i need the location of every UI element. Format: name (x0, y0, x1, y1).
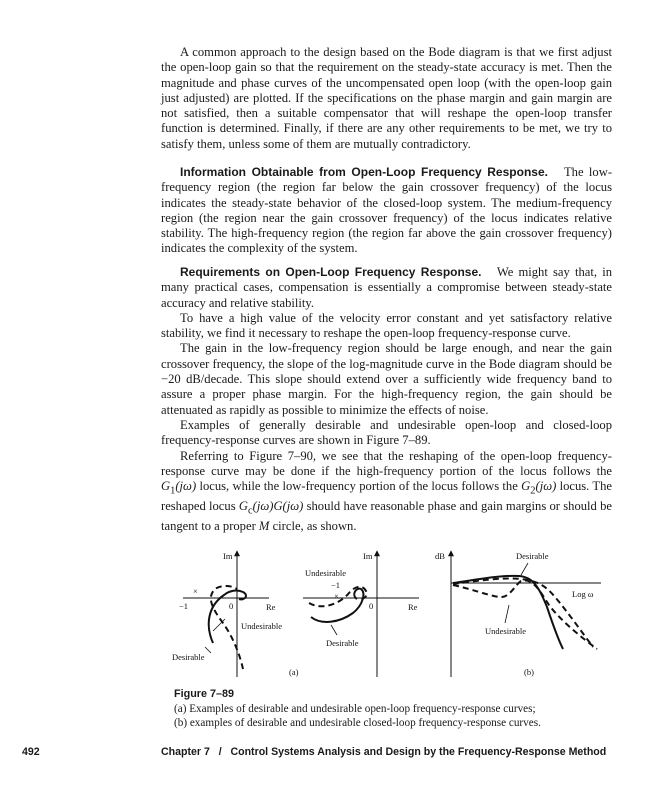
figure-drawing (161, 545, 612, 683)
leader-desirable-middle (331, 625, 337, 635)
desirable-curve-right (453, 576, 563, 649)
information-body: The low-frequency region (the region far below the gain crossover frequency) of the locus indicates the steady-state behavior of the closed-loop system. The medium-frequency region (the region near the gain crossover frequency) of the locus indicates relative stability. The high-frequency region (the region far above the gain crossover frequency) indicates the complexity of the system. (161, 165, 613, 256)
requirements-heading: Requirements on Open-Loop Frequency Response. (180, 265, 482, 279)
db-label: dB (435, 551, 445, 561)
undesirable-label-left: Undesirable (241, 621, 283, 631)
figure-label-a: (a) (289, 667, 299, 677)
leader-undesirable-left (213, 619, 225, 631)
log-omega-label: Log ω (572, 589, 594, 599)
gain-slope-paragraph: The gain in the low-frequency region should be large enough, and near the gain crossover frequency, the slope of the log-magnitude curve in the Bode diagram should be −20 dB/decade. This slope should extend over a sufficiently wide frequency band to assure a proper phase margin. For the high-frequency region, the gain should be attenuated as rapidly as possible to minimize the effects of noise. (161, 341, 612, 417)
polar-plot-left (172, 551, 282, 677)
leader-desirable-right (521, 563, 528, 575)
desirable-label-right: Desirable (516, 551, 549, 561)
re-label-left: Re (266, 602, 276, 612)
desirable-label-middle: Desirable (326, 638, 359, 648)
figure-label-b: (b) (524, 667, 534, 677)
intro-paragraph: A common approach to the design based on the Bode diagram is that we first adjust the open-loop gain so that the requirement on the steady-state accuracy is met. Then the magnitude and phase curves of the uncompensated open loop (with the open-loop gain just adjusted) are plotted. If the specifications on the phase margin and gain margin are not satisfied, then a suitable compensator that will reshape the open-loop transfer function is determined. Finally, if there are any other requirements to be met, we try to satisfy them, unless some of them are mutually contradictory. (161, 45, 612, 151)
undesirable-label-middle: Undesirable (305, 568, 347, 578)
critical-point-left: × (193, 586, 198, 596)
information-heading: Information Obtainable from Open-Loop Frequency Response. (180, 165, 548, 179)
im-label-left: Im (223, 551, 233, 561)
requirements-paragraph (161, 265, 612, 311)
bode-plot-right (435, 551, 601, 677)
figure-caption (174, 687, 614, 731)
zero-label-left: 0 (229, 601, 234, 611)
minus-one-label-middle: −1 (331, 580, 341, 590)
requirements-section (161, 265, 612, 534)
minus-one-label-left: −1 (179, 601, 189, 611)
zero-label-middle: 0 (369, 601, 374, 611)
caption-line-2: (b) examples of desirable and undesirable closed-loop frequency-response curves. (174, 717, 541, 729)
polar-plot-middle (289, 551, 419, 677)
leader-desirable-left (205, 647, 211, 653)
velocity-constant-paragraph: To have a high value of the velocity error constant and yet satisfactory relative stability, we find it necessary to reshape the open-loop frequency-response curve. (161, 310, 612, 341)
information-paragraph (161, 165, 612, 257)
caption-line-1: (a) Examples of desirable and undesirable open-loop frequency-response curves; (174, 702, 536, 715)
figure-number: Figure 7–89 (174, 688, 235, 700)
figure-7-89 (161, 545, 612, 683)
desirable-label-left: Desirable (172, 652, 205, 662)
page-number: 492 (22, 746, 40, 758)
im-label-middle: Im (363, 551, 373, 561)
requirements-body: We might say that, in many practical cases, compensation is essentially a compromise between steady-state accuracy and relative stability. (161, 265, 612, 310)
examples-paragraph: Examples of generally desirable and undesirable open-loop and closed-loop frequency-response curves are shown in Figure 7–89. (161, 417, 612, 448)
critical-point-middle: × (334, 591, 339, 601)
leader-undesirable-right (505, 605, 509, 623)
running-head: Chapter 7 / Control Systems Analysis and Design by the Frequency-Response Method (161, 746, 607, 758)
re-label-middle: Re (408, 602, 418, 612)
reshaping-paragraph: Referring to Figure 7–90, we see that the reshaping of the open-loop frequency-response curve may be done if the high-frequency portion of the locus follows the $G_1(j\omega)$ locus, while the low-frequency portion of the locus follows the $G_2(j\omega)$ locus. The reshaped locus $G_c(j\omega)G(j\omega)$ should have reasonable phase and gain margins or should be tangent to a proper M circle, as shown. (161, 448, 612, 533)
undesirable-label-right: Undesirable (485, 626, 527, 636)
